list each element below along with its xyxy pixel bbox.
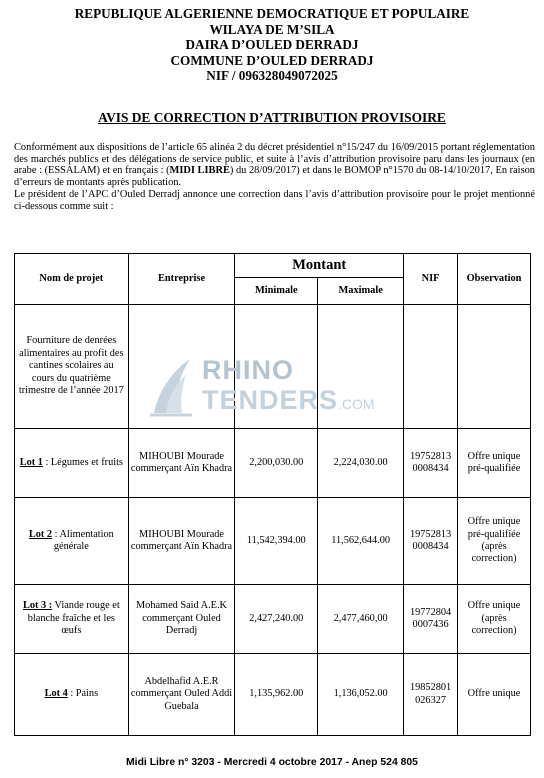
lot-observation: Offre unique pré-qualifiée (après correction) [458,498,531,585]
header-nif: NIF [404,254,458,305]
rhino-tenders-watermark [146,355,396,425]
watermark-word-tenders: TENDERS.COM [202,385,375,415]
lot-name: Lot 4 : Pains [15,654,129,736]
lot-name: Lot 1 : Légumes et fruits [15,429,129,498]
attribution-table [14,253,531,736]
header-observation: Observation [458,254,531,305]
lot-nif: 19772804 0007436 [404,585,458,654]
lot-maximale: 2,477,460,00 [318,585,404,654]
lot-observation: Offre unique (après correction) [458,585,531,654]
lot-name: Lot 3 : Viande rouge et blanche fraîche et les œufs [15,585,129,654]
table-row [15,654,531,736]
project-description: Fourniture de denrées alimentaires au profit des cantines scolaires au cours du quatrième trimestre de l’année 2017 [15,305,129,429]
lot-maximale: 11,562,644.00 [318,498,404,585]
lot-nif: 19852801 026327 [404,654,458,736]
notice-title: AVIS DE CORRECTION D’ATTRIBUTION PROVISOIRE [98,110,446,125]
notice-paragraph-2: Le président de l’APC d’Ouled Derradj annonce une correction dans l’avis d’attribution provisoire pour le projet mentionné ci-dessous comme suit : [14,188,535,212]
table-row [15,498,531,585]
lot-nif: 19752813 0008434 [404,429,458,498]
header-commune: COMMUNE D’OULED DERRADJ [170,52,374,68]
header-entreprise: Entreprise [128,254,235,305]
header-republic: REPUBLIQUE ALGERIENNE DEMOCRATIQUE ET POPULAIRE [74,6,470,21]
header-nom-projet: Nom de projet [15,254,129,305]
lot-minimale: 1,135,962.00 [235,654,318,736]
lot-entreprise: MIHOUBI Mourade commerçant Aïn Khadra [128,429,235,498]
lot-minimale: 2,200,030.00 [235,429,318,498]
lot-entreprise: Abdelhafid A.E.R commerçant Ouled Addi Guebala [128,654,235,736]
lot-nif: 19752813 0008434 [404,498,458,585]
lot-minimale: 11,542,394.00 [235,498,318,585]
table-row [15,429,531,498]
header-maximale: Maximale [318,278,404,305]
notice-body [14,142,535,212]
lot-name: Lot 2 : Alimentation générale [15,498,129,585]
lot-entreprise: Mohamed Said A.E.K commerçant Ouled Derradj [128,585,235,654]
header-daira: DAIRA D’OULED DERRADJ [185,37,359,53]
lot-entreprise: MIHOUBI Mourade commerçant Aïn Khadra [128,498,235,585]
publication-footer: Midi Libre n° 3203 - Mercredi 4 octobre 2017 - Anep 524 805 [126,757,418,768]
header-montant: Montant [235,254,404,278]
header-wilaya: WILAYA DE M’SILA [209,21,335,37]
lot-maximale: 2,224,030.00 [318,429,404,498]
lot-observation: Offre unique pré-qualifiée [458,429,531,498]
lot-maximale: 1,136,052.00 [318,654,404,736]
rhino-logo-icon [146,355,198,419]
table-row [15,585,531,654]
empty-cell [404,305,458,429]
notice-paragraph-1: Conformément aux dispositions de l’article 65 alinéa 2 du décret présidentiel n°15/247 du 16/09/2015 portant réglementation des marchés publics et des délégations de service public, et suite à l’avis d’attribution provisoire paru dans les journaux (en arabe : (ESSALAM) et en français : (MIDI LIBRE) du 28/09/2017) et dans le BOMOP n°1570 du 08-14/10/2017, En raison d’erreurs de montants après publication. [14,142,536,189]
header-nif: NIF / 096328049072025 [206,68,338,84]
document-header [0,6,544,84]
header-minimale: Minimale [235,278,318,305]
lot-observation: Offre unique [458,654,531,736]
lot-minimale: 2,427,240.00 [235,585,318,654]
empty-cell [458,305,531,429]
watermark-word-rhino: RHINO [202,355,294,385]
